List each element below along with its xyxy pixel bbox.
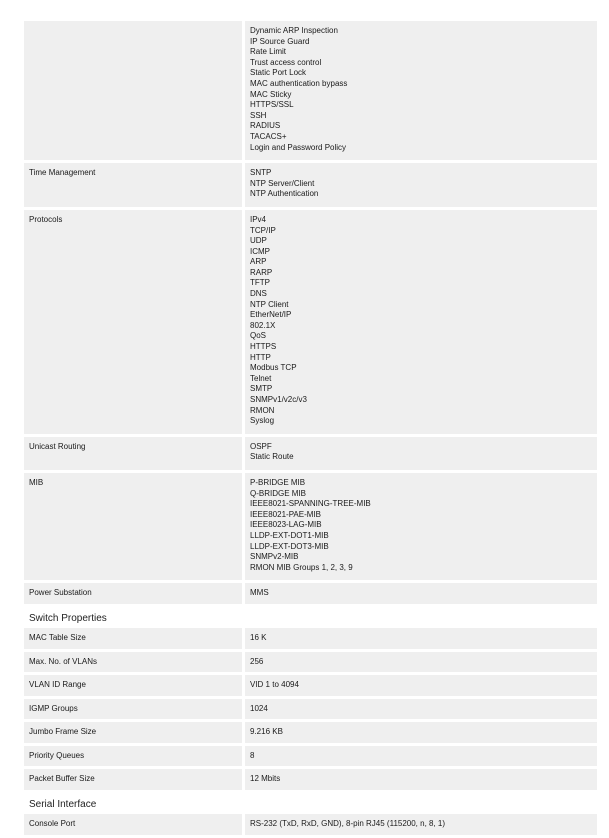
table-row bbox=[24, 699, 597, 720]
table-row bbox=[24, 746, 597, 767]
spec-value: RMON bbox=[250, 405, 275, 415]
spec-value: IEEE8021-PAE-MIB bbox=[250, 509, 321, 519]
spec-value: Syslog bbox=[250, 416, 275, 426]
spec-label: Priority Queues bbox=[24, 746, 242, 767]
spec-values bbox=[245, 473, 597, 580]
spec-value: RADIUS bbox=[250, 121, 281, 131]
spec-value: SNMPv1/v2c/v3 bbox=[250, 395, 307, 404]
spec-value: HTTPS/SSL bbox=[250, 100, 294, 110]
table-row bbox=[24, 675, 597, 696]
spec-value: RS-232 (TxD, RxD, GND), 8-pin RJ45 (115200, n, 8, 1) bbox=[250, 819, 446, 829]
spec-value: DNS bbox=[250, 289, 267, 299]
spec-values bbox=[245, 722, 597, 743]
table-row bbox=[24, 769, 597, 790]
spec-label: Protocols bbox=[24, 210, 242, 434]
spec-value: HTTP bbox=[250, 352, 271, 362]
table-row bbox=[24, 652, 597, 673]
spec-values bbox=[245, 652, 597, 673]
spec-label: Console Port bbox=[24, 814, 242, 835]
spec-values bbox=[245, 163, 597, 207]
spec-value: SMTP bbox=[250, 384, 273, 394]
spec-label: Power Substation bbox=[24, 583, 242, 604]
spec-value: TFTP bbox=[250, 278, 270, 288]
spec-value: Static Route bbox=[250, 452, 294, 462]
spec-value: Static Port Lock bbox=[250, 68, 307, 78]
spec-value: 9.216 KB bbox=[250, 727, 283, 737]
spec-value: Modbus TCP bbox=[250, 363, 297, 373]
spec-value: NTP Authentication bbox=[250, 189, 319, 199]
spec-value: Rate Limit bbox=[250, 47, 287, 57]
spec-values bbox=[245, 675, 597, 696]
table-row bbox=[24, 21, 597, 160]
spec-value: IPv4 bbox=[250, 214, 267, 224]
spec-value: P-BRIDGE MIB bbox=[250, 477, 306, 487]
spec-table bbox=[24, 21, 597, 838]
spec-value: TCP/IP bbox=[250, 225, 276, 235]
spec-value: IEEE8021-SPANNING-TREE-MIB bbox=[250, 499, 371, 509]
spec-values bbox=[245, 210, 597, 434]
spec-value: 1024 bbox=[250, 703, 268, 713]
spec-value: 256 bbox=[250, 656, 264, 666]
table-row bbox=[24, 163, 597, 207]
spec-value: VID 1 to 4094 bbox=[250, 680, 299, 690]
table-row bbox=[24, 437, 597, 470]
spec-values bbox=[245, 699, 597, 720]
section-heading: Serial Interface bbox=[29, 799, 97, 811]
spec-value: MAC Sticky bbox=[250, 89, 292, 99]
spec-value: SSH bbox=[250, 110, 267, 120]
spec-label: VLAN ID Range bbox=[24, 675, 242, 696]
spec-value: NTP Client bbox=[250, 299, 289, 309]
spec-value: 16 K bbox=[250, 632, 267, 642]
spec-value: Telnet bbox=[250, 373, 272, 383]
table-row bbox=[24, 210, 597, 434]
spec-label: Packet Buffer Size bbox=[24, 769, 242, 790]
spec-value: ICMP bbox=[250, 246, 270, 256]
spec-value: MAC authentication bypass bbox=[250, 78, 348, 88]
spec-value: IEEE8023-LAG-MIB bbox=[250, 520, 322, 530]
spec-values bbox=[245, 769, 597, 790]
spec-value: 802.1X bbox=[250, 320, 276, 330]
spec-label: IGMP Groups bbox=[24, 699, 242, 720]
spec-value: ARP bbox=[250, 257, 267, 267]
spec-label: Unicast Routing bbox=[24, 437, 242, 470]
table-row bbox=[24, 583, 597, 604]
spec-values bbox=[245, 583, 597, 604]
spec-label: Time Management bbox=[24, 163, 242, 207]
spec-value: TACACS+ bbox=[250, 131, 287, 141]
spec-value: MMS bbox=[250, 588, 269, 598]
spec-label: MAC Table Size bbox=[24, 628, 242, 649]
spec-value: OSPF bbox=[250, 441, 272, 451]
spec-values bbox=[245, 21, 597, 160]
spec-value: 12 Mbits bbox=[250, 774, 281, 784]
spec-value: RARP bbox=[250, 267, 273, 277]
table-row bbox=[24, 473, 597, 580]
spec-value: Trust access control bbox=[250, 57, 322, 67]
spec-label bbox=[24, 21, 242, 160]
spec-label: Max. No. of VLANs bbox=[24, 652, 242, 673]
spec-value: Dynamic ARP Inspection bbox=[250, 26, 338, 35]
section-heading: Switch Properties bbox=[29, 612, 107, 624]
spec-label: Jumbo Frame Size bbox=[24, 722, 242, 743]
table-row bbox=[24, 722, 597, 743]
spec-value: EtherNet/IP bbox=[250, 310, 292, 320]
spec-value: Login and Password Policy bbox=[250, 142, 347, 152]
spec-value: RMON MIB Groups 1, 2, 3, 9 bbox=[250, 562, 353, 572]
spec-value: HTTPS bbox=[250, 342, 277, 352]
table-row bbox=[24, 628, 597, 649]
spec-label: MIB bbox=[24, 473, 242, 580]
spec-value: Q-BRIDGE MIB bbox=[250, 488, 307, 498]
spec-value: QoS bbox=[250, 331, 267, 341]
spec-value: SNMPv2-MIB bbox=[250, 552, 299, 562]
spec-values bbox=[245, 628, 597, 649]
spec-value: 8 bbox=[250, 750, 255, 760]
spec-value: LLDP-EXT-DOT3-MIB bbox=[250, 541, 329, 551]
spec-value: SNTP bbox=[250, 168, 272, 178]
spec-values bbox=[245, 746, 597, 767]
spec-value: IP Source Guard bbox=[250, 36, 310, 46]
spec-value: LLDP-EXT-DOT1-MIB bbox=[250, 530, 329, 540]
spec-values bbox=[245, 437, 597, 470]
spec-value: UDP bbox=[250, 236, 267, 246]
spec-value: NTP Server/Client bbox=[250, 178, 315, 188]
